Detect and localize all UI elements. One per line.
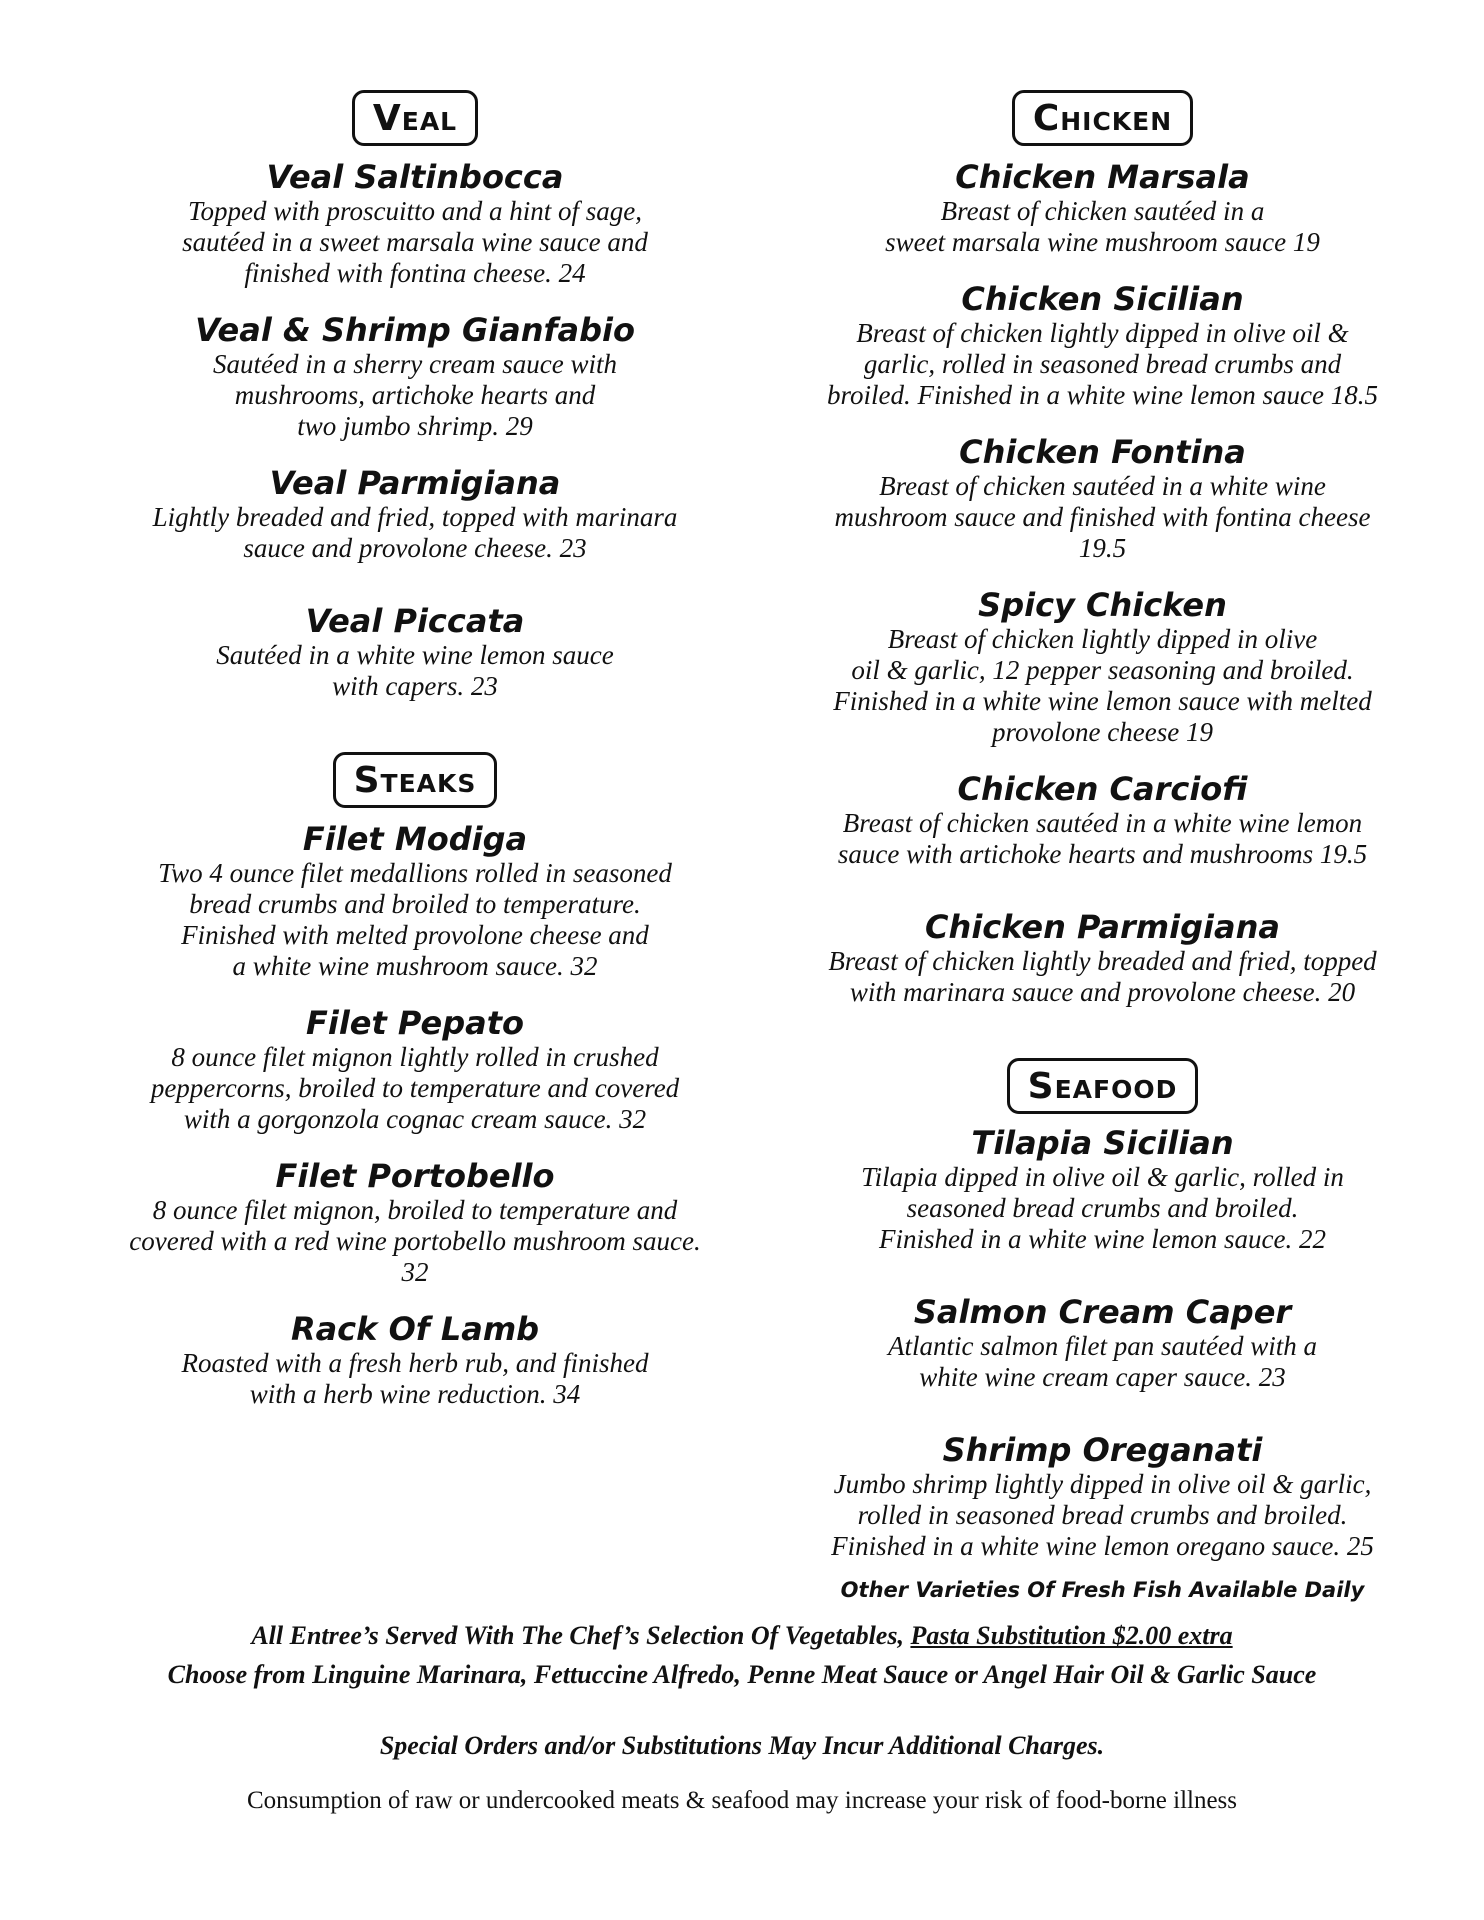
item-description: 8 ounce filet mignon, broiled to temperature and covered with a red wine portobello mushroom sauce. 32 (129, 1195, 701, 1287)
item-name: Rack Of Lamb (290, 1310, 540, 1348)
menu-item (90, 1004, 740, 1135)
fresh-fish-note: Other Varieties Of Fresh Fish Available Daily (840, 1578, 1365, 1602)
item-description: Lightly breaded and fried, topped with marinara sauce and provolone cheese. 23 (152, 502, 678, 563)
section-title-steaks: Steaks (333, 752, 498, 808)
menu-item (780, 158, 1425, 258)
item-name: Salmon Cream Caper (913, 1293, 1292, 1331)
menu-item (90, 820, 740, 982)
item-description: Breast of chicken sautéed in a white wine mushroom sauce and finished with fontina cheese 19.5 (834, 471, 1371, 563)
item-description: Two 4 ounce filet medallions rolled in seasoned bread crumbs and broiled to temperature. Finished with melted provolone cheese and a white wine mushroom sauce. 32 (158, 858, 672, 981)
item-description: Topped with proscuitto and a hint of sage, sautéed in a sweet marsala wine sauce and finished with fontina cheese. 24 (182, 196, 648, 288)
item-name: Veal Parmigiana (269, 464, 561, 502)
item-description: Breast of chicken sautéed in a sweet marsala wine mushroom sauce 19 (885, 196, 1320, 257)
item-description: Breast of chicken lightly dipped in olive oil & garlic, 12 pepper seasoning and broiled. Finished in a white wine lemon sauce with melted provolone cheese 19 (833, 624, 1372, 747)
item-description: Breast of chicken lightly dipped in olive oil & garlic, rolled in seasoned bread crumbs and broiled. Finished in a white wine lemon sauce 18.5 (827, 318, 1378, 410)
left-column (90, 90, 740, 1410)
item-description: Breast of chicken lightly breaded and fried, topped with marinara sauce and provolone cheese. 20 (828, 946, 1377, 1007)
item-name: Chicken Marsala (955, 158, 1250, 196)
item-name: Chicken Parmigiana (925, 908, 1280, 946)
item-name: Filet Modiga (302, 820, 528, 858)
item-description: 8 ounce filet mignon lightly rolled in crushed peppercorns, broiled to temperature and covered with a gorgonzola cognac cream sauce. 32 (150, 1042, 680, 1134)
item-name: Spicy Chicken (978, 586, 1227, 624)
menu-item (90, 1157, 740, 1288)
pasta-substitution-note: Pasta Substitution $2.00 extra (910, 1621, 1233, 1650)
item-description: Sautéed in a white wine lemon sauce with capers. 23 (216, 640, 614, 701)
item-name: Chicken Fontina (959, 433, 1246, 471)
item-name: Veal Piccata (305, 602, 525, 640)
item-description: Atlantic salmon filet pan sautéed with a white wine cream caper sauce. 23 (888, 1331, 1317, 1392)
menu-item (90, 1310, 740, 1410)
item-description: Jumbo shrimp lightly dipped in olive oil & garlic, rolled in seasoned bread crumbs and broiled. Finished in a white wine lemon oregano sauce. 25 (831, 1469, 1374, 1561)
menu-item (780, 770, 1425, 870)
item-name: Filet Pepato (305, 1004, 524, 1042)
entree-note (0, 1616, 1484, 1655)
item-name: Chicken Carciofi (957, 770, 1248, 808)
menu-item (780, 908, 1425, 1008)
menu-footer (0, 1616, 1484, 1815)
menu-item (90, 158, 740, 289)
right-column (780, 90, 1425, 1602)
section-title-chicken: Chicken (1012, 90, 1193, 146)
item-description: Tilapia dipped in olive oil & garlic, rolled in seasoned bread crumbs and broiled. Finished in a white wine lemon sauce. 22 (861, 1162, 1344, 1254)
section-title-veal: Veal (352, 90, 478, 146)
item-description: Roasted with a fresh herb rub, and finished with a herb wine reduction. 34 (181, 1348, 649, 1409)
menu-item (90, 311, 740, 442)
menu-item (780, 1293, 1425, 1393)
pasta-choices: Choose from Linguine Marinara, Fettuccine Alfredo, Penne Meat Sauce or Angel Hair Oil & Garlic Sauce (167, 1660, 1317, 1689)
menu-item (90, 602, 740, 702)
item-name: Veal Saltinbocca (266, 158, 564, 196)
menu-item (780, 280, 1425, 411)
menu-item (780, 586, 1425, 748)
menu-item (90, 464, 740, 564)
menu-item (780, 1124, 1425, 1255)
menu-item (780, 1431, 1425, 1562)
item-name: Tilapia Sicilian (971, 1124, 1234, 1162)
health-warning: Consumption of raw or undercooked meats & seafood may increase your risk of food-borne illness (246, 1787, 1238, 1814)
item-name: Chicken Sicilian (961, 280, 1244, 318)
item-name: Shrimp Oreganati (942, 1431, 1263, 1469)
item-description: Breast of chicken sautéed in a white wine lemon sauce with artichoke hearts and mushrooms 19.5 (837, 808, 1368, 869)
special-orders-note: Special Orders and/or Substitutions May Incur Additional Charges. (379, 1731, 1105, 1760)
section-title-seafood: Seafood (1007, 1058, 1199, 1114)
item-name: Veal & Shrimp Gianfabio (195, 311, 635, 349)
item-description: Sautéed in a sherry cream sauce with mushrooms, artichoke hearts and two jumbo shrimp. 29 (213, 349, 617, 441)
item-name: Filet Portobello (275, 1157, 555, 1195)
entree-note-text: All Entree’s Served With The Chef’s Selection Of Vegetables, (251, 1621, 911, 1650)
menu-item (780, 433, 1425, 564)
